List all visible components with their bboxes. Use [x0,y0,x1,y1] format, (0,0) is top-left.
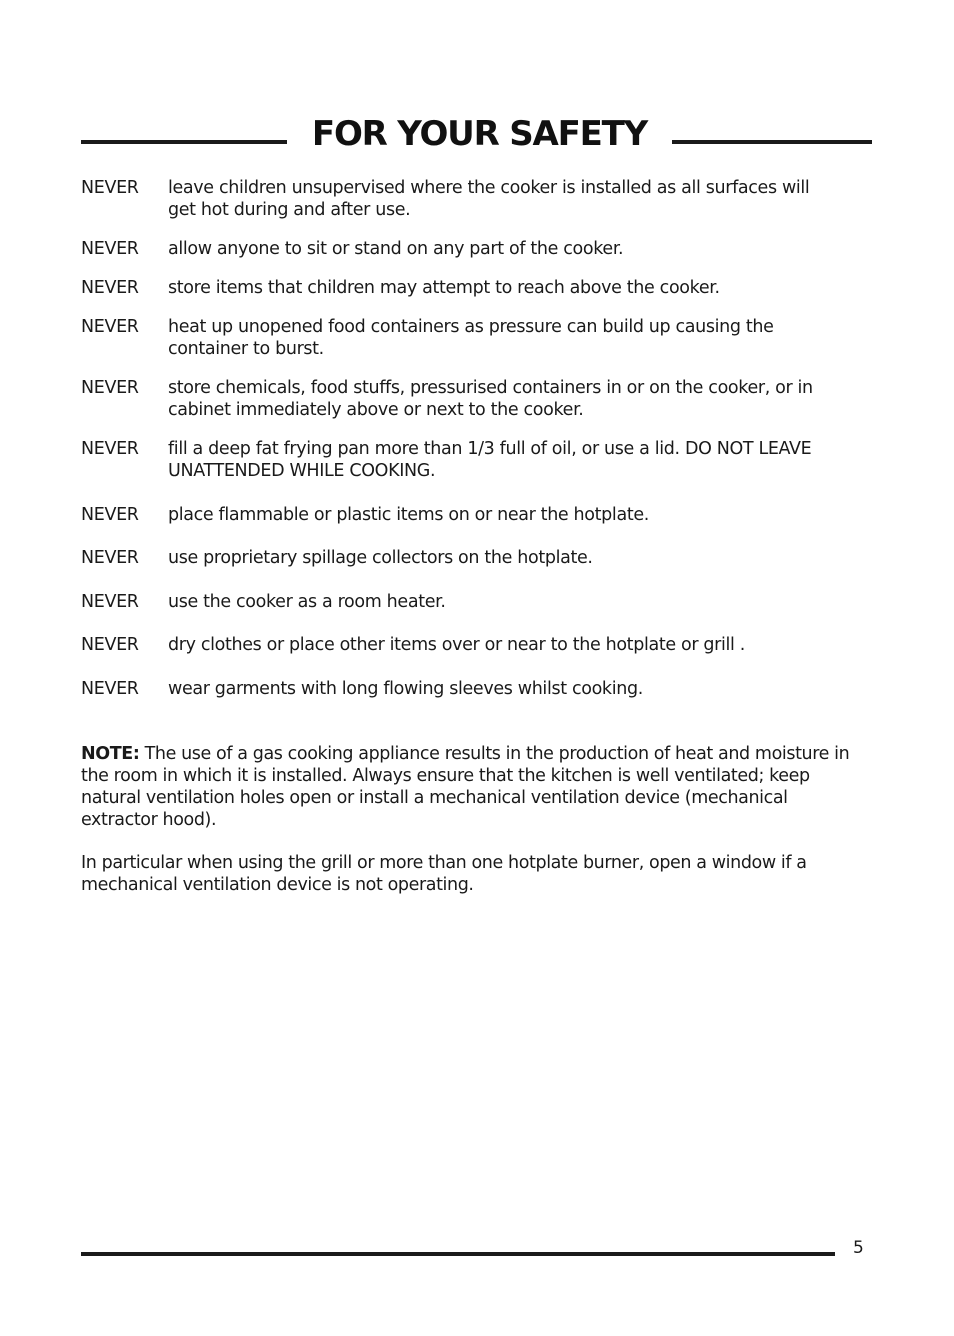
note-text: The use of a gas cooking appliance results in the production of heat and moisture in the room in which it is installed. Always ensure that the kitchen is well ventilated; keep natural ventilation holes open or install a mechanical ventilation device (mechanical extractor hood). [81,744,850,830]
warning-item [81,277,841,299]
warning-text: store chemicals, food stuffs, pressurised containers in or on the cooker, or in cabinet immediately above or next to the cooker. [168,378,813,420]
title-row [81,110,872,158]
warning-item [81,591,841,613]
warning-text: dry clothes or place other items over or near to the hotplate or grill . [168,635,745,655]
warning-keyword: NEVER [81,378,139,398]
footer-rule [81,1252,835,1256]
warning-text: use proprietary spillage collectors on the hotplate. [168,548,593,568]
warning-item [81,634,841,656]
page-title: FOR YOUR SAFETY [311,114,648,154]
warning-item [81,438,841,482]
warning-text: wear garments with long flowing sleeves whilst cooking. [168,679,643,699]
warning-item [81,504,841,526]
warning-item [81,316,841,360]
warning-item [81,678,841,700]
ventilation-note [81,743,861,831]
warning-keyword: NEVER [81,278,139,298]
warning-keyword: NEVER [81,635,139,655]
page-number: 5 [853,1238,864,1258]
warning-keyword: NEVER [81,439,139,459]
warning-text: allow anyone to sit or stand on any part of the cooker. [168,239,624,259]
warning-text: store items that children may attempt to reach above the cooker. [168,278,720,298]
warning-keyword: NEVER [81,679,139,699]
warning-item [81,547,841,569]
warning-keyword: NEVER [81,239,139,259]
warning-text: place flammable or plastic items on or near the hotplate. [168,505,649,525]
warning-keyword: NEVER [81,505,139,525]
title-rule-left [81,140,287,144]
ventilation-note-paragraph: In particular when using the grill or more than one hotplate burner, open a window if a mechanical ventilation device is not operating. [81,853,807,895]
warning-keyword: NEVER [81,317,139,337]
warning-text: use the cooker as a room heater. [168,592,446,612]
warning-keyword: NEVER [81,178,139,198]
warning-text: leave children unsupervised where the cooker is installed as all surfaces will get hot during and after use. [168,178,810,220]
title-rule-right [672,140,872,144]
warning-keyword: NEVER [81,592,139,612]
note-label: NOTE: [81,744,140,764]
warning-item [81,177,841,221]
warning-text: heat up unopened food containers as pressure can build up causing the container to burst. [168,317,774,359]
warning-item [81,377,841,421]
warning-keyword: NEVER [81,548,139,568]
warning-item [81,238,841,260]
warning-text: fill a deep fat frying pan more than 1/3 full of oil, or use a lid. DO NOT LEAVE UNATTENDED WHILE COOKING. [168,439,812,481]
